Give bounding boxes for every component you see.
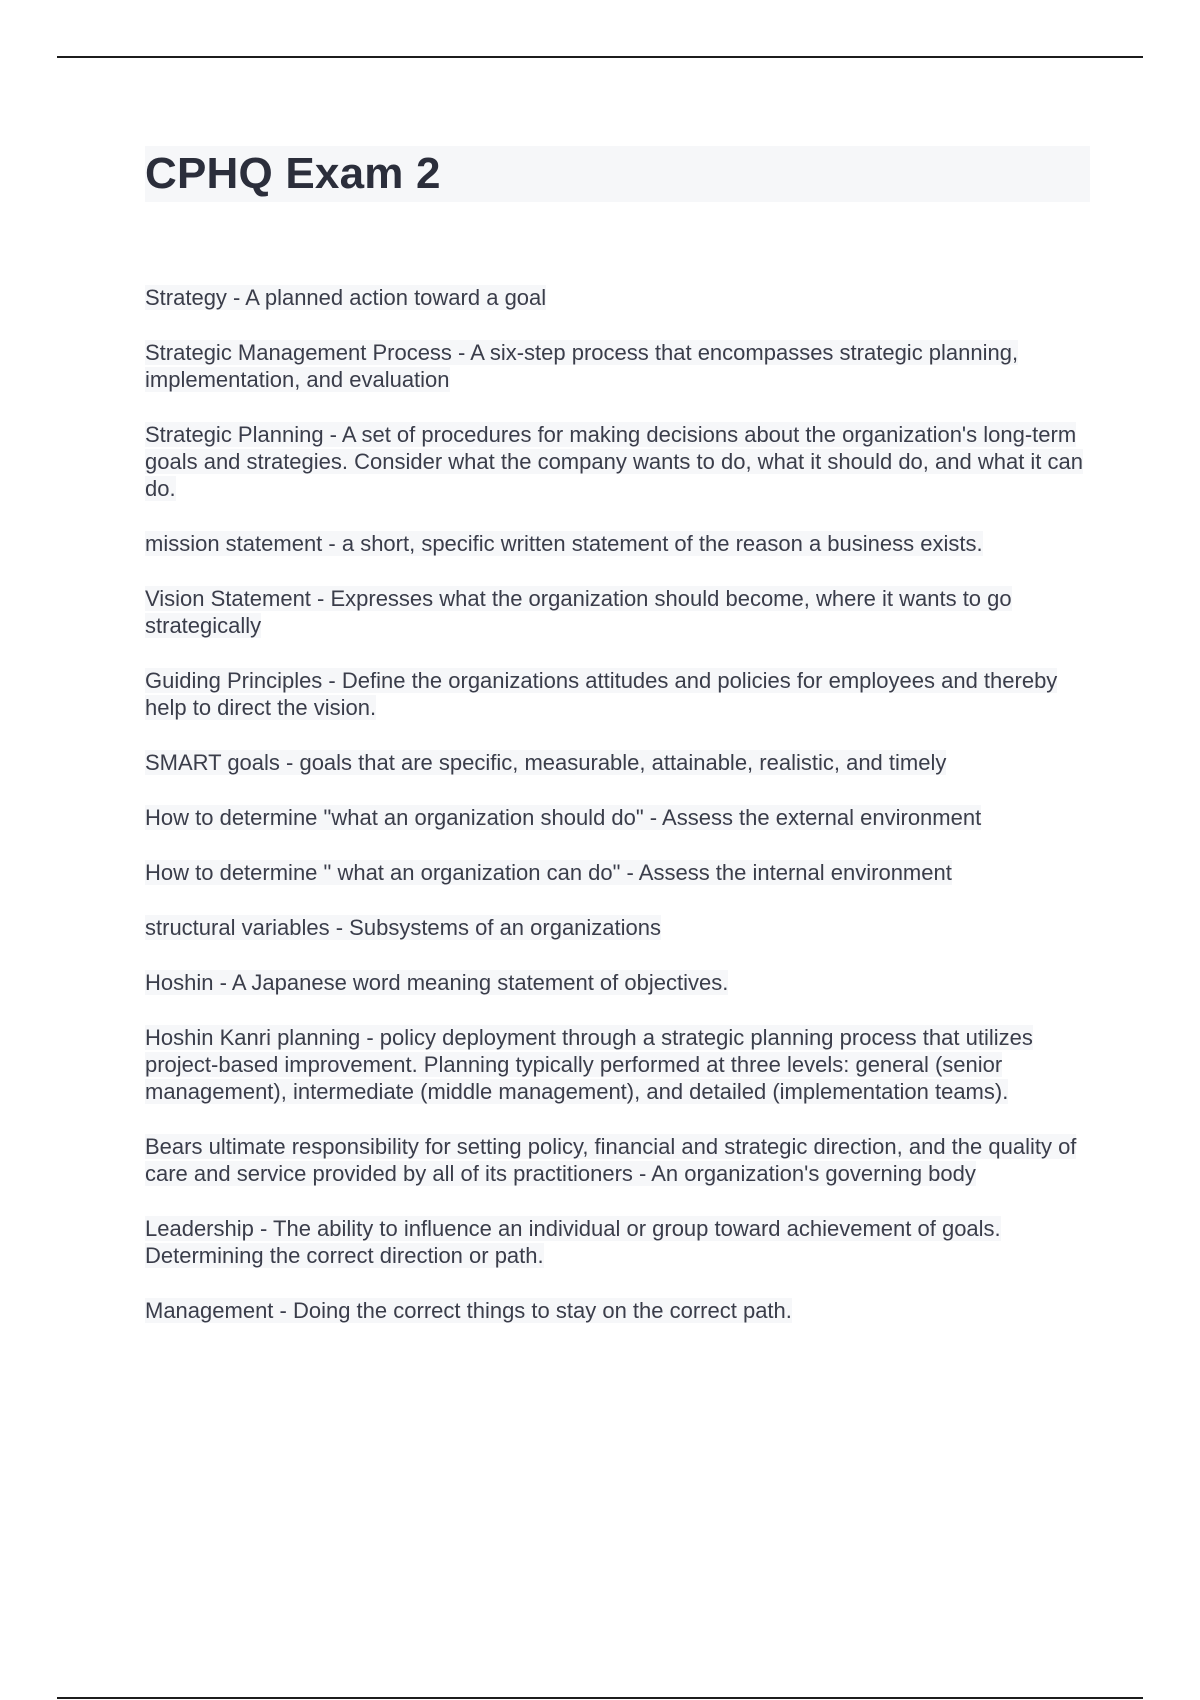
definition-entry <box>145 749 1090 776</box>
definition-entry <box>145 585 1090 639</box>
definition-text: Strategic Management Process - A six-step process that encompasses strategic planning, implementation, and evaluation <box>145 340 1019 392</box>
definition-entry <box>145 1024 1090 1105</box>
definition-text: Guiding Principles - Define the organizations attitudes and policies for employees and thereby help to direct the vision. <box>145 668 1058 720</box>
definition-text: Leadership - The ability to influence an individual or group toward achievement of goals. Determining the correct direction or path. <box>145 1216 1001 1268</box>
definition-entry <box>145 859 1090 886</box>
definition-text: Strategy - A planned action toward a goal <box>145 285 547 310</box>
definition-text: How to determine "what an organization should do" - Assess the external environment <box>145 805 982 830</box>
definition-text: Management - Doing the correct things to stay on the correct path. <box>145 1298 792 1323</box>
definition-text: structural variables - Subsystems of an organizations <box>145 915 662 940</box>
definition-text: Hoshin - A Japanese word meaning statement of objectives. <box>145 970 729 995</box>
top-rule <box>57 56 1143 58</box>
bottom-rule <box>57 1697 1143 1699</box>
definition-entry <box>145 804 1090 831</box>
definition-entry <box>145 339 1090 393</box>
definition-entry <box>145 1215 1090 1269</box>
definition-entry <box>145 1297 1090 1324</box>
definition-entry <box>145 914 1090 941</box>
definition-entry <box>145 1133 1090 1187</box>
definition-text: How to determine " what an organization can do" - Assess the internal environment <box>145 860 952 885</box>
definition-entry <box>145 667 1090 721</box>
title-block <box>145 146 1090 202</box>
definition-entry <box>145 530 1090 557</box>
definition-text: Bears ultimate responsibility for setting policy, financial and strategic direction, and the quality of care and service provided by all of its practitioners - An organization's governing body <box>145 1134 1077 1186</box>
definition-text: SMART goals - goals that are specific, measurable, attainable, realistic, and timely <box>145 750 947 775</box>
definition-text: mission statement - a short, specific written statement of the reason a business exists. <box>145 531 983 556</box>
definition-entry <box>145 421 1090 502</box>
definition-entry <box>145 284 1090 311</box>
definition-text: Strategic Planning - A set of procedures for making decisions about the organization's long-term goals and strategies. Consider what the company wants to do, what it should do, and what it can do. <box>145 422 1083 501</box>
document-title: CPHQ Exam 2 <box>145 149 441 198</box>
definition-text: Vision Statement - Expresses what the organization should become, where it wants to go strategically <box>145 586 1012 638</box>
definition-list <box>145 284 1090 1352</box>
definition-entry <box>145 969 1090 996</box>
definition-text: Hoshin Kanri planning - policy deployment through a strategic planning process that utilizes project-based improvement. Planning typically performed at three levels: general (senior management), intermediate (middle management), and detailed (implementation teams). <box>145 1025 1033 1104</box>
